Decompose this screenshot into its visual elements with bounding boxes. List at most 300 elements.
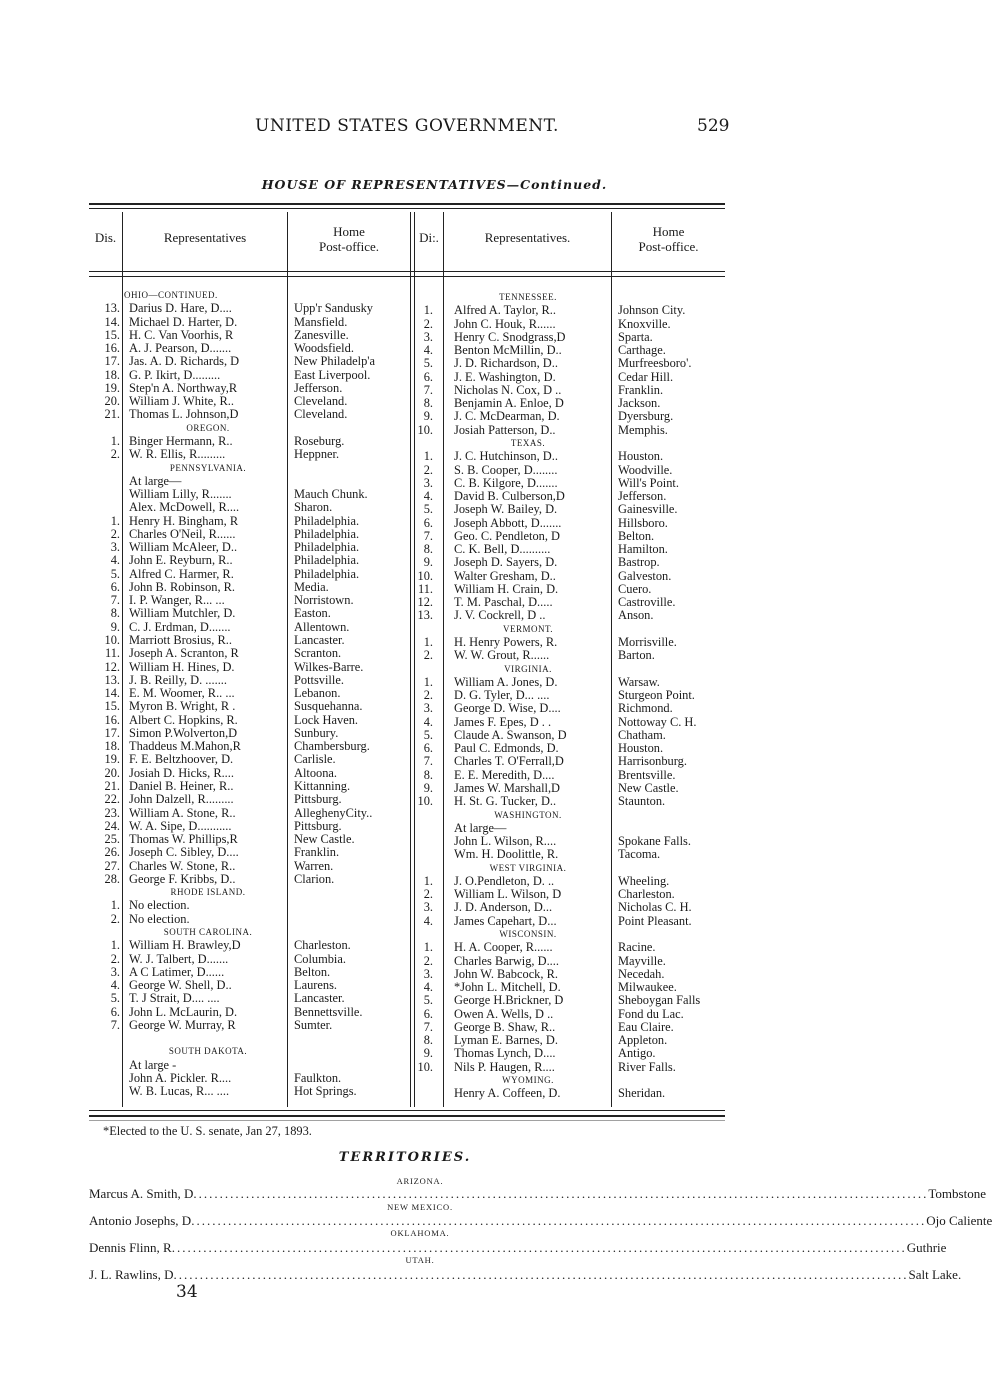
home-post-office: Staunton.	[618, 794, 666, 809]
delegate-name: J. L. Rawlins, D	[89, 1267, 174, 1282]
district-number: 1.	[110, 433, 120, 448]
state-heading	[0, 619, 869, 636]
district-number: 25.	[104, 832, 120, 847]
home-post-office: Scranton.	[294, 646, 342, 661]
representative-name: James F. Epes, D . .	[454, 714, 552, 729]
district-number: 16.	[104, 712, 120, 727]
home-post-office: Mansfield.	[294, 314, 348, 329]
delegate-post-office: Salt Lake.	[908, 1267, 962, 1282]
district-number: 9.	[423, 780, 433, 795]
representative-name: William Mutchler, D.	[129, 606, 236, 621]
representative-row	[0, 646, 869, 663]
district-number: 20.	[104, 394, 120, 409]
representative-name: George F. Kribbs, D..	[129, 871, 236, 886]
home-post-office: Woodsfield.	[294, 341, 354, 356]
home-post-office: Bastrop.	[618, 555, 660, 570]
representative-name: A. J. Pearson, D.......	[129, 341, 232, 356]
representative-name: George D. Wise, D....	[454, 701, 561, 716]
state-name: WASHINGTON.	[494, 809, 562, 820]
district-number: 12.	[104, 659, 120, 674]
home-post-office: Laurens.	[294, 978, 338, 993]
district-number: 7.	[423, 1019, 433, 1034]
representative-row	[0, 739, 869, 756]
state-name: WYOMING.	[502, 1074, 554, 1085]
representative-name: W. A. Sipe, D...........	[129, 818, 232, 833]
home-post-office: Knoxville.	[618, 316, 671, 331]
home-post-office: Barton.	[618, 648, 655, 663]
representative-name: Daniel B. Heiner, R..	[129, 778, 234, 793]
representative-name: A C Latimer, D......	[129, 964, 225, 979]
home-post-office: Milwaukee.	[618, 980, 677, 995]
representative-name: Alfred C. Harmer, R.	[129, 566, 234, 581]
district-number: 3.	[110, 540, 120, 555]
dot-leader: ............................................................................................................................................	[191, 1213, 927, 1228]
state-name: VIRGINIA.	[504, 663, 552, 674]
district-number: 7.	[423, 754, 433, 769]
representative-name: George H.Brickner, D	[454, 993, 564, 1008]
home-post-office: Johnson City.	[618, 303, 686, 318]
representative-row	[0, 1057, 869, 1074]
home-post-office: Bennettsville.	[294, 1004, 363, 1019]
representative-name: C. B. Kilgore, D.......	[454, 475, 558, 490]
representative-name: Benton McMillin, D..	[454, 343, 562, 358]
representative-name: W. B. Lucas, R... ....	[129, 1084, 230, 1099]
home-post-office: Warren.	[294, 858, 334, 873]
home-post-office: Franklin.	[294, 845, 340, 860]
col-header-dis-right: Di:.	[419, 230, 439, 245]
representative-row	[0, 1084, 869, 1101]
representative-name: At large—	[129, 473, 182, 488]
district-number: 5.	[110, 991, 120, 1006]
district-number: 4.	[423, 714, 433, 729]
representative-row	[0, 818, 869, 835]
home-post-office: Lebanon.	[294, 686, 341, 701]
district-number: 4.	[423, 343, 433, 358]
district-number: 1.	[423, 303, 433, 318]
home-post-office: Spokane Falls.	[618, 834, 691, 849]
representative-row	[0, 367, 869, 384]
district-number: 26.	[104, 845, 120, 860]
representative-name: E. E. Meredith, D....	[454, 767, 555, 782]
representative-name: H. Henry Powers, R.	[454, 635, 558, 650]
representative-name: Benjamin A. Enloe, D	[454, 396, 564, 411]
home-post-office: Zanesville.	[294, 327, 349, 342]
district-number: 9.	[423, 409, 433, 424]
district-number: 3.	[423, 966, 433, 981]
district-number: 18.	[104, 739, 120, 754]
col-header-dis: Dis.	[94, 230, 117, 245]
home-post-office: Cedar Hill.	[618, 369, 674, 384]
district-number: 1.	[423, 635, 433, 650]
territory-name: UTAH.	[405, 1255, 435, 1265]
representative-row	[0, 832, 869, 849]
district-number: 11.	[417, 581, 433, 596]
representative-name: Nils P. Haugen, R....	[454, 1059, 555, 1074]
home-post-office: Kittanning.	[294, 778, 351, 793]
home-post-office: Eau Claire.	[618, 1019, 674, 1034]
home-post-office: East Liverpool.	[294, 367, 371, 382]
district-number: 1.	[110, 513, 120, 528]
district-number: 1.	[110, 898, 120, 913]
home-post-office: Columbia.	[294, 951, 346, 966]
representative-row	[0, 341, 869, 358]
representative-name: John B. Robinson, R.	[129, 579, 236, 594]
home-post-office: Hamilton.	[618, 542, 668, 557]
representative-name: Joseph W. Bailey, D.	[454, 502, 558, 517]
district-number: 13.	[104, 672, 120, 687]
home-post-office: Houston.	[618, 449, 664, 464]
representative-row	[0, 447, 869, 464]
representative-name: At large -	[129, 1057, 177, 1072]
representative-row	[0, 765, 869, 782]
representative-name: Jas. A. D. Richards, D	[129, 354, 240, 369]
representative-name: Joseph A. Scranton, R	[129, 646, 239, 661]
state-heading	[0, 1070, 869, 1087]
home-post-office: New Castle.	[618, 780, 679, 795]
home-post-office: Jefferson.	[618, 489, 667, 504]
delegate-name: Dennis Flinn, R	[89, 1240, 172, 1255]
district-number: 6.	[423, 1006, 433, 1021]
representative-name: J. C. Hutchinson, D..	[454, 449, 558, 464]
home-post-office: Lancaster.	[294, 633, 345, 648]
district-number: 3.	[423, 329, 433, 344]
home-post-office: Pottsville.	[294, 672, 344, 687]
home-post-office: Easton.	[294, 606, 331, 621]
district-number: 7.	[423, 382, 433, 397]
representative-row	[0, 938, 869, 955]
representative-name: J. C. McDearman, D.	[454, 409, 560, 424]
representative-name: Darius D. Hare, D....	[129, 301, 232, 316]
representative-name: Geo. C. Pendleton, D	[454, 528, 560, 543]
district-number: 21.	[104, 407, 120, 422]
representative-name: Charles W. Stone, R..	[129, 858, 236, 873]
representative-row	[0, 978, 869, 995]
district-number: 5.	[423, 727, 433, 742]
representative-row	[0, 327, 869, 344]
district-number: 23.	[104, 805, 120, 820]
home-post-office: Carlisle.	[294, 752, 336, 767]
district-number: 9.	[110, 619, 120, 634]
representative-row	[0, 792, 869, 809]
home-post-office: Anson.	[618, 608, 654, 623]
home-post-office: River Falls.	[618, 1059, 676, 1074]
representative-name: Myron B. Wright, R .	[129, 699, 236, 714]
district-number: 18.	[104, 367, 120, 382]
home-post-office: Philadelphia.	[294, 566, 360, 581]
home-post-office: Sturgeon Point.	[618, 688, 695, 703]
representative-name: C. J. Erdman, D.......	[129, 619, 231, 634]
representative-name: Joseph Abbott, D.......	[454, 515, 562, 530]
representative-name: G. P. Ikirt, D.........	[129, 367, 221, 382]
representative-name: T. M. Paschal, D.....	[454, 595, 553, 610]
representative-name: John E. Reyburn, R..	[129, 553, 233, 568]
district-number: 5.	[110, 566, 120, 581]
state-name: RHODE ISLAND.	[170, 887, 246, 898]
district-number: 4.	[423, 489, 433, 504]
home-post-office: Cleveland.	[294, 394, 348, 409]
district-number: 3.	[423, 900, 433, 915]
col-header-home: Home Post-office.	[318, 224, 380, 254]
representative-row	[0, 699, 869, 716]
district-number: 12.	[417, 595, 433, 610]
representative-row	[0, 500, 869, 517]
representative-name: Thaddeus M.Mahon,R	[129, 739, 241, 754]
territories-title: TERRITORIES.	[338, 1150, 472, 1165]
representative-name: Joseph D. Sayers, D.	[454, 555, 558, 570]
representative-row	[0, 911, 869, 928]
representative-row	[0, 1034, 869, 1047]
state-name: OREGON.	[186, 422, 230, 433]
representative-row	[0, 888, 869, 901]
representative-row	[0, 725, 869, 742]
district-number: 14.	[104, 686, 120, 701]
territory-name: OKLAHOMA.	[390, 1228, 450, 1238]
district-number: 27.	[104, 858, 120, 873]
state-name: PENNSYLVANIA.	[169, 462, 247, 473]
representative-row	[0, 394, 869, 411]
home-post-office: Mauch Chunk.	[294, 487, 368, 502]
delegate-name: Antonio Josephs, D	[89, 1213, 192, 1228]
home-post-office: Wilkes-Barre.	[294, 659, 364, 674]
district-number: 3.	[110, 964, 120, 979]
representative-name: Owen A. Wells, D ..	[454, 1006, 554, 1021]
representative-name: Henry A. Coffeen, D.	[454, 1086, 561, 1101]
district-number: 8.	[423, 542, 433, 557]
representative-row	[0, 871, 869, 888]
territory-delegate-row	[89, 1213, 992, 1228]
representative-name: James Capehart, D...	[454, 913, 557, 928]
home-post-office: Norristown.	[294, 593, 354, 608]
representative-name: J. E. Washington, D.	[454, 369, 556, 384]
representative-row	[0, 553, 869, 570]
home-post-office: Sumter.	[294, 1017, 333, 1032]
state-heading	[0, 433, 869, 450]
district-number: 20.	[104, 765, 120, 780]
representative-row	[0, 606, 869, 623]
home-post-office: Mayville.	[618, 953, 666, 968]
home-post-office: Morrisville.	[618, 635, 677, 650]
representative-name: James W. Marshall,D	[454, 780, 560, 795]
state-heading	[0, 858, 869, 875]
home-post-office: Memphis.	[618, 422, 668, 437]
district-number: 10.	[417, 1059, 433, 1074]
home-post-office: Hillsboro.	[618, 515, 668, 530]
representative-name: No election.	[129, 911, 190, 926]
home-post-office: Susquehanna.	[294, 699, 363, 714]
home-post-office: Belton.	[294, 964, 331, 979]
district-number: 6.	[110, 1004, 120, 1019]
representative-name: H. St. G. Tucker, D..	[454, 794, 557, 809]
representative-name: D. G. Tyler, D... ....	[454, 688, 550, 703]
representative-name: W. J. Talbert, D.......	[129, 951, 229, 966]
representative-name: Thomas Lynch, D....	[454, 1046, 556, 1061]
district-number: 2.	[110, 911, 120, 926]
page-number: 529	[697, 116, 730, 136]
representative-name: Michael D. Harter, D.	[129, 314, 238, 329]
representative-row	[0, 964, 869, 981]
home-post-office: Media.	[294, 579, 329, 594]
state-heading	[0, 928, 869, 941]
representative-row	[0, 314, 869, 331]
home-post-office: Harrisonburg.	[618, 754, 687, 769]
home-post-office: New Castle.	[294, 832, 355, 847]
representative-row	[0, 473, 869, 490]
representative-name: W. W. Grout, R......	[454, 648, 550, 663]
representative-name: William Lilly, R.......	[129, 487, 232, 502]
district-number: 5.	[423, 993, 433, 1008]
dot-leader: ............................................................................................................................................	[171, 1240, 907, 1255]
representative-row	[0, 566, 869, 583]
home-post-office: Murfreesboro'.	[618, 356, 692, 371]
representative-row	[0, 778, 869, 795]
representative-row	[0, 686, 869, 703]
representative-name: William A. Stone, R..	[129, 805, 236, 820]
home-post-office: Appleton.	[618, 1033, 668, 1048]
district-number: 2.	[110, 447, 120, 462]
district-number: 1.	[423, 940, 433, 955]
representative-row	[0, 672, 869, 689]
state-name: VERMONT.	[502, 623, 554, 634]
home-post-office: Racine.	[618, 940, 656, 955]
home-post-office: Philadelphia.	[294, 540, 360, 555]
representative-name: Lyman E. Barnes, D.	[454, 1033, 558, 1048]
representative-name: Charles T. O'Ferrall,D	[454, 754, 564, 769]
delegate-post-office: Ojo Caliente	[926, 1213, 992, 1228]
district-number: 6.	[423, 741, 433, 756]
representative-row	[0, 487, 869, 504]
representative-row	[0, 1004, 869, 1021]
delegate-name: Marcus A. Smith, D	[89, 1186, 194, 1201]
district-number: 10.	[104, 633, 120, 648]
representative-name: William A. Jones, D.	[454, 674, 558, 689]
district-number: 1.	[423, 873, 433, 888]
representative-name: Marriott Brosius, R..	[129, 633, 232, 648]
representative-name: Charles Barwig, D....	[454, 953, 559, 968]
col-header-representatives: Representatives	[163, 230, 247, 245]
home-post-office: New Philadelp'a	[294, 354, 376, 369]
representative-name: Alfred A. Taylor, R..	[454, 303, 556, 318]
representative-name: Step'n A. Northway,R	[129, 380, 238, 395]
representative-name: Wm. H. Doolittle, R.	[454, 847, 559, 862]
home-post-office: Castroville.	[618, 595, 676, 610]
district-number: 1.	[110, 938, 120, 953]
representative-name: E. M. Woomer, R.. ...	[129, 686, 235, 701]
district-number: 22.	[104, 792, 120, 807]
home-post-office: Belton.	[618, 528, 655, 543]
representative-name: William J. White, R..	[129, 394, 234, 409]
home-post-office: Wheeling.	[618, 873, 670, 888]
district-number: 3.	[423, 701, 433, 716]
home-post-office: AlleghenyCity..	[294, 805, 373, 820]
representative-name: John W. Babcock, R.	[454, 966, 558, 981]
state-name: OHIO—CONTINUED.	[124, 290, 218, 300]
district-number: 5.	[423, 502, 433, 517]
delegate-post-office: Guthrie	[906, 1240, 947, 1255]
representative-row	[0, 593, 869, 610]
district-number: 2.	[423, 887, 433, 902]
home-post-office: Sunbury.	[294, 725, 339, 740]
representative-name: William McAleer, D..	[129, 540, 238, 555]
representative-row	[0, 712, 869, 729]
territory-name: ARIZONA.	[396, 1176, 444, 1186]
home-post-office: Hot Springs.	[294, 1084, 357, 1099]
district-number: 4.	[423, 980, 433, 995]
representative-name: Henry H. Bingham, R	[129, 513, 239, 528]
state-heading	[0, 659, 869, 676]
state-name: SOUTH DAKOTA.	[168, 1046, 248, 1057]
home-post-office: Jackson.	[618, 396, 661, 411]
home-post-office: Lancaster.	[294, 991, 345, 1006]
col-header-representatives-right: Representatives.	[484, 230, 571, 245]
representative-name: Paul C. Edmonds, D.	[454, 741, 559, 756]
home-post-office: Sheridan.	[618, 1086, 666, 1101]
home-post-office: Chatham.	[618, 727, 666, 742]
section-subtitle: HOUSE OF REPRESENTATIVES—Continued.	[261, 177, 608, 192]
home-post-office: Galveston.	[618, 568, 672, 583]
district-number: 7.	[110, 593, 120, 608]
representative-row	[0, 991, 869, 1008]
representative-row	[0, 633, 869, 650]
home-post-office: Upp'r Sandusky	[294, 301, 373, 316]
district-number: 10.	[417, 568, 433, 583]
representative-name: F. E. Beltzhoover, D.	[129, 752, 234, 767]
home-post-office: Sharon.	[294, 500, 333, 515]
representative-name: William H. Crain, D.	[454, 581, 559, 596]
representative-name: Alex. McDowell, R....	[129, 500, 240, 515]
state-name: TEXAS.	[510, 437, 546, 448]
district-number: 1.	[423, 449, 433, 464]
representative-name: John L. Wilson, R....	[454, 834, 557, 849]
district-number: 2.	[423, 688, 433, 703]
footnote: *Elected to the U. S. senate, Jan 27, 1893.	[103, 1124, 312, 1138]
home-post-office: Point Pleasant.	[618, 913, 692, 928]
representative-row	[0, 526, 869, 543]
home-post-office: Allentown.	[294, 619, 350, 634]
home-post-office: Sheboygan Falls	[618, 993, 701, 1008]
representative-name: J. D. Anderson, D...	[454, 900, 553, 915]
home-post-office: Nicholas C. H.	[618, 900, 692, 915]
representative-name: John C. Houk, R......	[454, 316, 556, 331]
representative-name: John Dalzell, R.........	[129, 792, 234, 807]
state-heading	[0, 291, 869, 304]
representative-name: I. P. Wanger, R... ...	[129, 593, 225, 608]
district-number: 21.	[104, 778, 120, 793]
state-name: SOUTH CAROLINA.	[163, 926, 253, 937]
dot-leader: ............................................................................................................................................	[173, 1267, 909, 1282]
representative-row	[0, 579, 869, 596]
home-post-office: Philadelphia.	[294, 526, 360, 541]
representative-name: Nicholas N. Cox, D ..	[454, 382, 562, 397]
signature-mark: 34	[176, 1282, 198, 1302]
district-number: 7.	[423, 528, 433, 543]
representative-name: *John L. Mitchell, D.	[454, 980, 561, 995]
representative-name: Albert C. Hopkins, R.	[129, 712, 238, 727]
state-name: WEST VIRGINIA.	[489, 862, 567, 873]
representative-row	[0, 898, 869, 915]
representative-row	[0, 845, 869, 862]
home-post-office: Cleveland.	[294, 407, 348, 422]
delegate-post-office: Tombstone	[928, 1186, 986, 1201]
representative-name: At large—	[454, 820, 507, 835]
state-heading	[0, 805, 869, 822]
district-number: 8.	[423, 396, 433, 411]
district-number: 11.	[104, 646, 120, 661]
home-post-office: Gainesville.	[618, 502, 678, 517]
territory-name: NEW MEXICO.	[387, 1202, 453, 1212]
representative-row	[0, 301, 869, 318]
territory-delegate-row	[89, 1240, 947, 1255]
home-post-office: Heppner.	[294, 447, 340, 462]
